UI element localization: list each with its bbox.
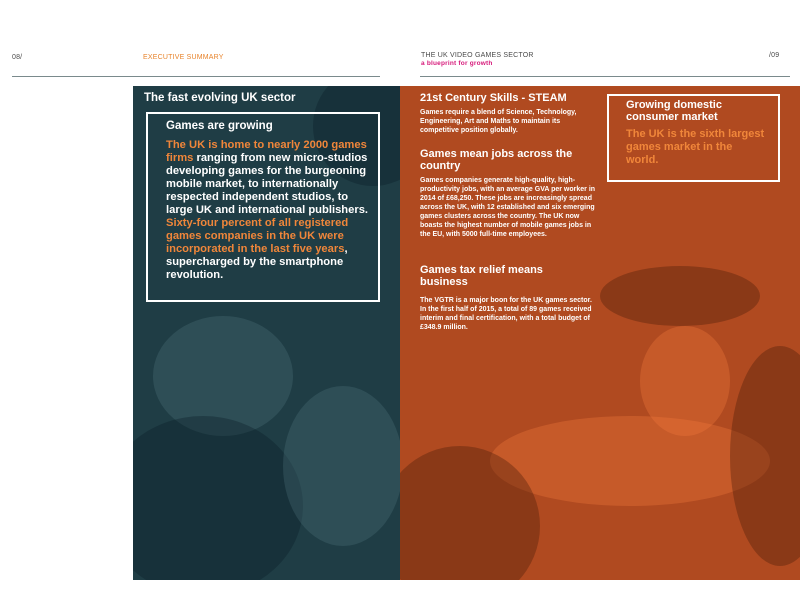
body-text: , supercharged by the smartphone revolution. [166,243,348,281]
page-number-left: 08/ [12,54,23,61]
left-section-title: The fast evolving UK sector [144,92,296,104]
header-rule-left [12,76,380,77]
section-label-right: THE UK VIDEO GAMES SECTOR [421,52,534,59]
page-number-right: /09 [769,52,780,59]
box-right-title: Growing domestic consumer market [626,99,722,123]
steam-paragraph: Games require a blend of Science, Technology, Engineering, Art and Maths to maintain its competitive position globally. [420,109,577,134]
highlight-text: The UK is home to nearly 2000 games firms [166,139,367,164]
section-subtitle-right: a blueprint for growth [421,60,493,67]
highlight-text: Sixty-four percent of all registered games companies in the UK were incorporated in the last five years [166,217,349,255]
box-left-body [166,139,371,282]
section-label-left: EXECUTIVE SUMMARY [143,54,224,61]
tax-relief-paragraph: The VGTR is a major boon for the UK games sector. In the first half of 2015, a total of 89 games received interim and final certification, with a total budget of £348.9 million. [420,297,592,331]
header-rule-right [420,76,790,77]
right-section-title: 21st Century Skills - STEAM [420,92,567,104]
body-text: ranging from new micro-studios developing games for the burgeoning mobile market, to internationally respected independent studios, to large UK and international publishers. [166,152,369,216]
jobs-paragraph: Games companies generate high-quality, high-productivity jobs, with an average GVA per worker in 2014 of £68,250. These jobs are increasingly spread across the UK, with 12 established and six emerging games clusters across the country. The UK now boasts the highest number of mobile games jobs in the EU, with 5000 full-time employees. [420,177,596,238]
tax-relief-heading: Games tax relief means business [420,264,543,288]
jobs-heading: Games mean jobs across the country [420,148,573,172]
box-left-title: Games are growing [166,120,273,132]
box-right-body: The UK is the sixth largest games market in the world. [626,128,765,166]
